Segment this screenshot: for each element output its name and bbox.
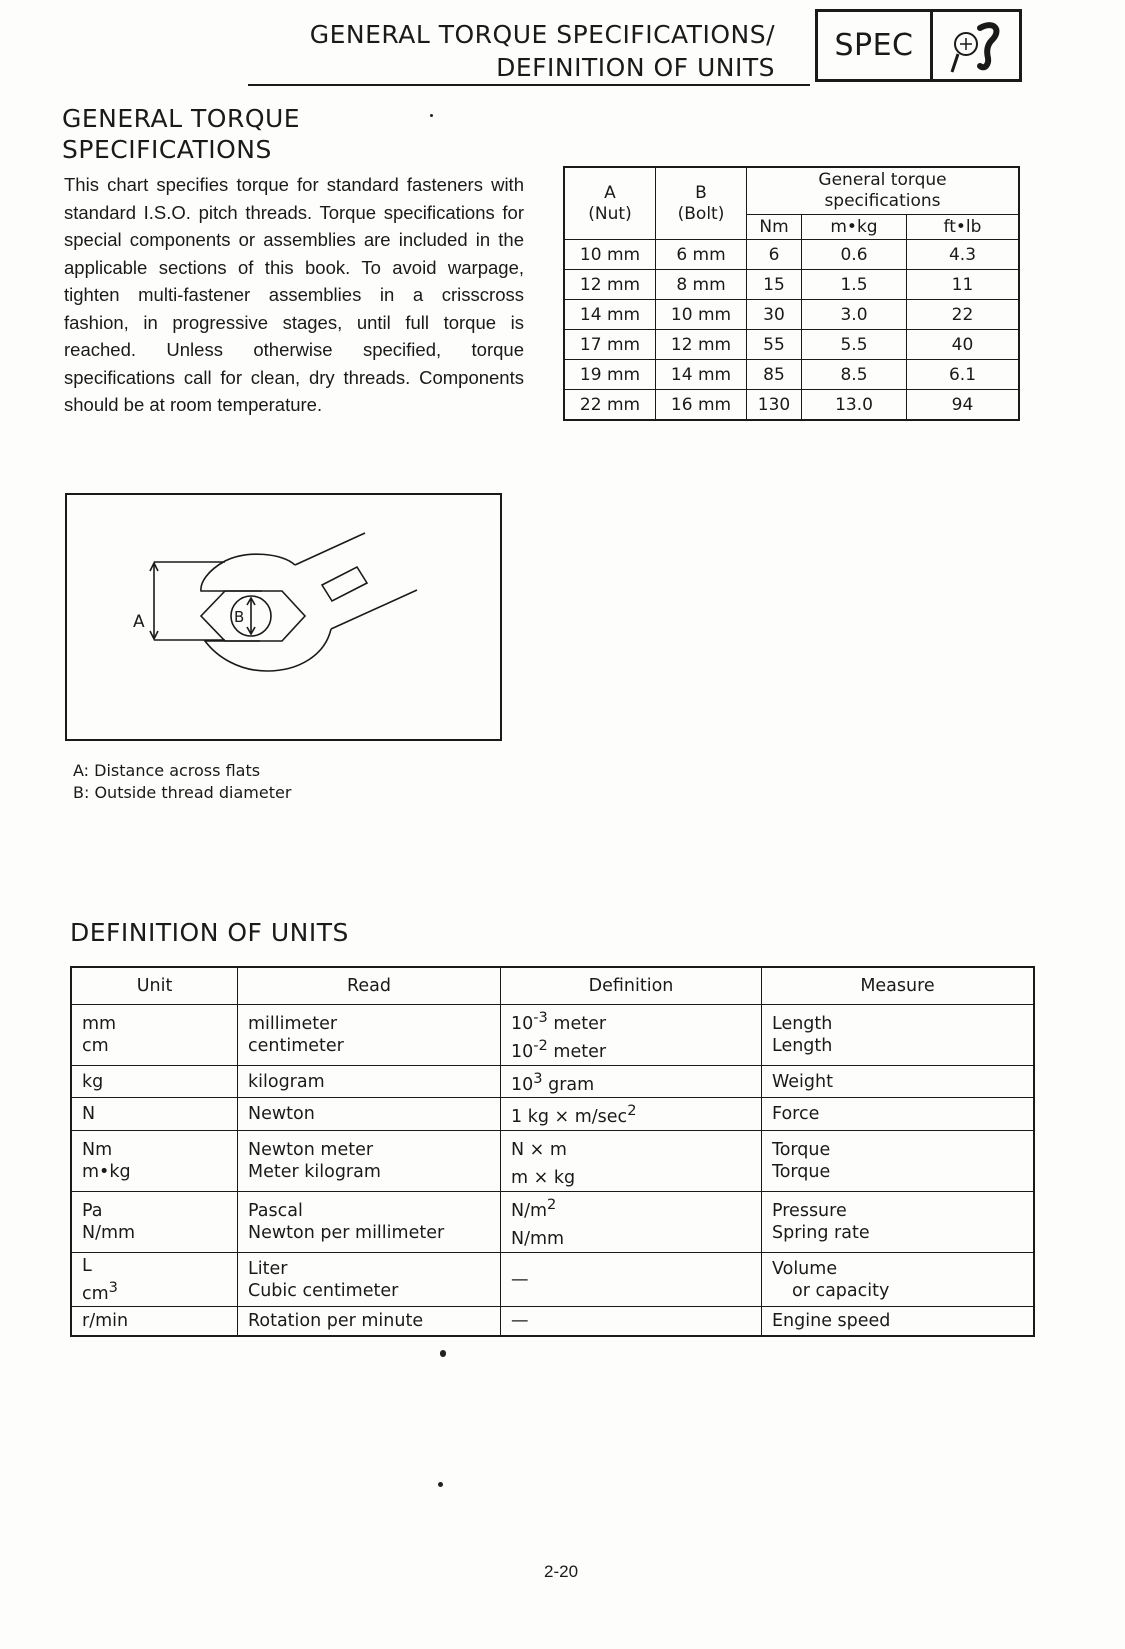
unit-nm-header: Nm: [747, 215, 802, 240]
definition-cell: [501, 1065, 762, 1098]
unit-measure: Length: [772, 1013, 833, 1034]
mkg-cell: 5.5: [802, 330, 907, 360]
table-row: [71, 1307, 1034, 1337]
bolt-size-cell: 6 mm: [656, 240, 747, 270]
col-b-label: B: [695, 182, 707, 203]
mkg-cell: 13.0: [802, 390, 907, 421]
torque-table-header-row: [564, 167, 1019, 215]
nut-size-cell: 19 mm: [564, 360, 656, 390]
col-a-header: [564, 167, 656, 240]
units-table: [70, 966, 1035, 1337]
legend-a: A: Distance across flats: [73, 761, 261, 780]
units-section-title: DEFINITION OF UNITS: [70, 918, 349, 947]
unit-measure: or capacity: [792, 1280, 890, 1301]
def-base: 10: [511, 1041, 534, 1062]
header-title-line1: GENERAL TORQUE SPECIFICATIONS/: [309, 20, 775, 49]
ftlb-cell: 22: [907, 300, 1020, 330]
def-base: N/mm: [511, 1228, 565, 1249]
wrench-illustration: [67, 495, 500, 739]
def-base: N/m: [511, 1200, 548, 1221]
mkg-cell: 0.6: [802, 240, 907, 270]
page-number: 2-20: [544, 1562, 579, 1581]
def-base: 10: [511, 1013, 534, 1034]
definition-cell: [501, 1191, 762, 1252]
ftlb-cell: 40: [907, 330, 1020, 360]
bolt-size-cell: 8 mm: [656, 270, 747, 300]
torque-title-line1: GENERAL TORQUE: [62, 104, 301, 133]
read-cell: Rotation per minute: [238, 1307, 501, 1337]
read-header: Read: [238, 967, 501, 1005]
bolt-size-cell: 16 mm: [656, 390, 747, 421]
nm-cell: 30: [747, 300, 802, 330]
unit-cell: kg: [71, 1065, 238, 1098]
unit-cell: r/min: [71, 1307, 238, 1337]
unit-symbol: [82, 1277, 227, 1305]
table-row: [71, 1098, 1034, 1131]
def-exponent: 2: [547, 1195, 557, 1213]
table-row: [564, 360, 1019, 390]
unit-symbol: L: [82, 1255, 92, 1276]
def-rest: meter: [547, 1013, 607, 1034]
def-rest: gram: [542, 1074, 595, 1095]
unit-ftlb-header: ft•lb: [907, 215, 1020, 240]
units-table-header-row: [71, 967, 1034, 1005]
ftlb-cell: 4.3: [907, 240, 1020, 270]
def-rest: meter: [547, 1041, 607, 1062]
measure-cell: [762, 1005, 1035, 1066]
nut-size-cell: 22 mm: [564, 390, 656, 421]
table-row: [564, 270, 1019, 300]
unit-definition: [511, 1194, 751, 1222]
col-a-label: A: [604, 182, 616, 203]
unit-cell: [71, 1005, 238, 1066]
mkg-cell: 3.0: [802, 300, 907, 330]
nm-cell: 6: [747, 240, 802, 270]
unit-read: Newton meter: [248, 1140, 374, 1161]
unit-measure: Volume: [772, 1258, 838, 1279]
unit-definition: [511, 1222, 751, 1250]
header-rule: [248, 84, 810, 86]
spec-badge: [815, 9, 1022, 82]
torque-gauge-icon: [933, 12, 1019, 79]
def-exponent: -3: [533, 1009, 548, 1026]
group-header-line1: General torque: [818, 170, 947, 190]
unit-symbol: m•kg: [82, 1162, 131, 1183]
unit-measure: Length: [772, 1035, 833, 1056]
col-b-sublabel: (Bolt): [677, 203, 725, 224]
torque-table: [563, 166, 1020, 421]
unit-definition: [511, 1035, 751, 1063]
unit-base: cm: [82, 1283, 109, 1304]
nut-size-cell: 14 mm: [564, 300, 656, 330]
nut-size-cell: 17 mm: [564, 330, 656, 360]
unit-measure: Torque: [772, 1140, 831, 1161]
definition-cell: —: [501, 1252, 762, 1307]
read-cell: [238, 1252, 501, 1307]
unit-cell: [71, 1191, 238, 1252]
unit-definition: [511, 1133, 751, 1161]
torque-section-title: [62, 103, 300, 165]
figure-label-a: A: [133, 612, 145, 632]
page-header-title: [310, 18, 775, 84]
def-exponent: 2: [627, 1102, 637, 1120]
table-row: [564, 300, 1019, 330]
torque-intro-paragraph: This chart specifies torque for standard fasteners with standard I.S.O. pitch threads. Torque specifications for special components or assemblies are included in the applicable sections of this book. To avoid warpage, tighten multi-fastener assemblies in a crisscross fashion, in progressive stages, until full torque is reached. Unless otherwise specified, torque specifications call for clean, dry threads. Components should be at room temperature.: [64, 174, 524, 415]
definition-cell: [501, 1098, 762, 1131]
table-row: [564, 330, 1019, 360]
definition-cell: [501, 1005, 762, 1066]
print-mark: [438, 1482, 443, 1487]
unit-symbol: N/mm: [82, 1222, 136, 1243]
read-cell: Newton: [238, 1098, 501, 1131]
unit-symbol: mm: [82, 1013, 117, 1034]
definition-cell: [501, 1131, 762, 1192]
bolt-size-cell: 10 mm: [656, 300, 747, 330]
ftlb-cell: 94: [907, 390, 1020, 421]
unit-measure: Spring rate: [772, 1222, 870, 1243]
unit-measure: Pressure: [772, 1200, 847, 1221]
read-cell: [238, 1191, 501, 1252]
read-cell: [238, 1131, 501, 1192]
nut-size-cell: 10 mm: [564, 240, 656, 270]
nut-size-cell: 12 mm: [564, 270, 656, 300]
unit-measure: Torque: [772, 1162, 831, 1183]
table-row: [71, 1065, 1034, 1098]
nm-cell: 130: [747, 390, 802, 421]
unit-exponent: 3: [108, 1278, 118, 1296]
measure-header: Measure: [762, 967, 1035, 1005]
mkg-cell: 1.5: [802, 270, 907, 300]
unit-read: Meter kilogram: [248, 1162, 381, 1183]
nm-cell: 85: [747, 360, 802, 390]
bolt-size-cell: 14 mm: [656, 360, 747, 390]
measure-cell: Weight: [762, 1065, 1035, 1098]
table-row: [71, 1252, 1034, 1307]
read-cell: [238, 1005, 501, 1066]
unit-cell: [71, 1131, 238, 1192]
def-base: 1 kg × m/sec: [511, 1107, 628, 1128]
unit-symbol: cm: [82, 1035, 109, 1056]
def-base: 10: [511, 1074, 534, 1095]
table-row: [71, 1131, 1034, 1192]
spec-label: SPEC: [818, 12, 933, 79]
unit-symbol: Nm: [82, 1140, 113, 1161]
unit-read: centimeter: [248, 1035, 344, 1056]
measure-cell: Force: [762, 1098, 1035, 1131]
definition-header: Definition: [501, 967, 762, 1005]
ftlb-cell: 11: [907, 270, 1020, 300]
unit-read: Pascal: [248, 1200, 303, 1221]
unit-header: Unit: [71, 967, 238, 1005]
measure-cell: Engine speed: [762, 1307, 1035, 1337]
mkg-cell: 8.5: [802, 360, 907, 390]
table-row: [71, 1191, 1034, 1252]
unit-definition: [511, 1161, 751, 1189]
unit-mkg-header: m•kg: [802, 215, 907, 240]
unit-read: Liter: [248, 1258, 288, 1279]
nm-cell: 55: [747, 330, 802, 360]
def-base: N × m: [511, 1140, 567, 1161]
col-a-sublabel: (Nut): [588, 203, 632, 224]
ftlb-cell: 6.1: [907, 360, 1020, 390]
def-exponent: 3: [533, 1069, 543, 1087]
read-cell: kilogram: [238, 1065, 501, 1098]
torque-title-line2: SPECIFICATIONS: [62, 135, 272, 164]
unit-cell: [71, 1252, 238, 1307]
unit-read: Cubic centimeter: [248, 1280, 399, 1301]
definition-cell: —: [501, 1307, 762, 1337]
unit-cell: N: [71, 1098, 238, 1131]
col-b-header: [656, 167, 747, 240]
measure-cell: [762, 1252, 1035, 1307]
def-base: m × kg: [511, 1167, 576, 1188]
unit-read: millimeter: [248, 1013, 338, 1034]
measure-cell: [762, 1131, 1035, 1192]
table-row: [564, 390, 1019, 421]
group-header-line2: specifications: [824, 191, 941, 211]
figure-label-b: B: [234, 608, 245, 626]
legend-b: B: Outside thread diameter: [73, 783, 292, 802]
def-exponent: -2: [533, 1036, 548, 1054]
header-title-line2: DEFINITION OF UNITS: [496, 53, 775, 82]
unit-symbol: Pa: [82, 1200, 103, 1221]
unit-read: Newton per millimeter: [248, 1222, 445, 1243]
print-mark: [440, 1350, 446, 1357]
bolt-size-cell: 12 mm: [656, 330, 747, 360]
measure-cell: [762, 1191, 1035, 1252]
general-torque-header: [747, 167, 1020, 215]
unit-definition: [511, 1007, 751, 1035]
table-row: [71, 1005, 1034, 1066]
table-row: [564, 240, 1019, 270]
print-mark: [430, 114, 433, 117]
wrench-figure: [65, 493, 502, 741]
nm-cell: 15: [747, 270, 802, 300]
figure-legend: [73, 760, 291, 804]
